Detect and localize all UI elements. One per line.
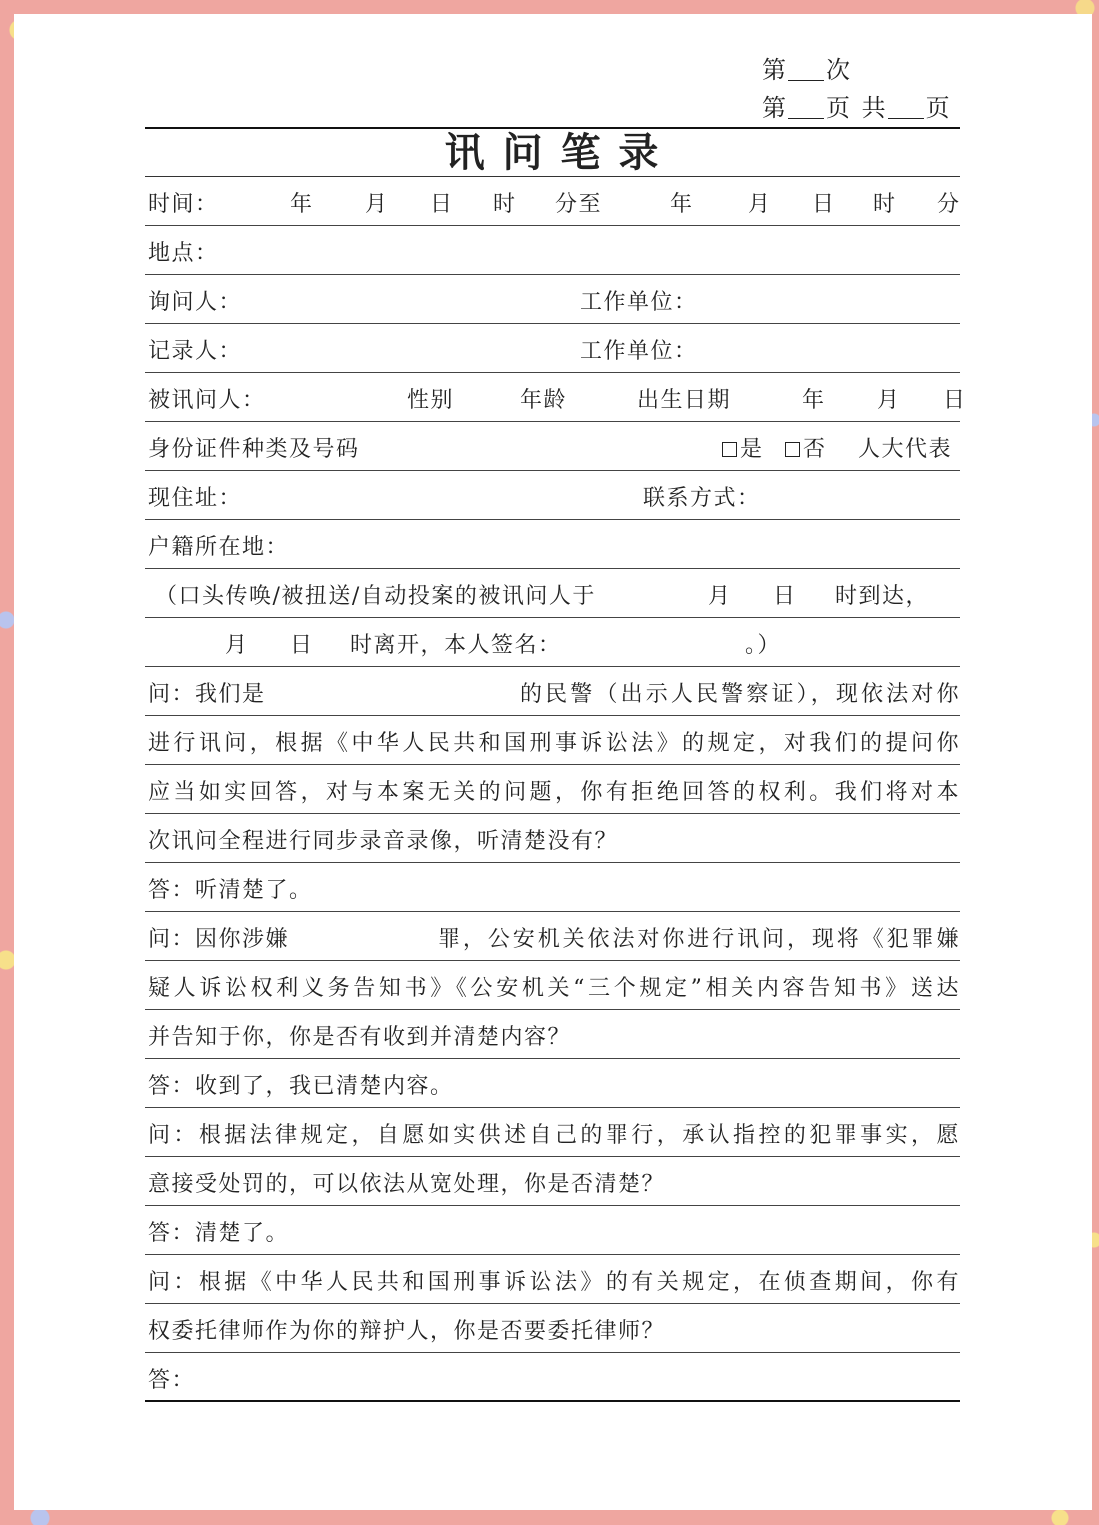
row-address (145, 471, 960, 520)
dialogue-line (145, 667, 960, 716)
page-number (762, 93, 952, 123)
sex-label: 性别 (407, 388, 455, 413)
arrival-month: 月 (708, 584, 732, 609)
id-document-label: 身份证件种类及号码 (148, 437, 360, 462)
time-day-end: 日 (812, 192, 836, 217)
contact-label: 联系方式： (643, 486, 761, 511)
question-1-start: 问：我们是 (148, 682, 266, 707)
dialogue-line (145, 765, 960, 814)
page-middle: 页 共 (826, 94, 888, 122)
birth-date-label: 出生日期 (637, 388, 732, 413)
row-household (145, 520, 960, 569)
count-prefix: 第 (762, 56, 788, 84)
dialogue-line (145, 912, 960, 961)
time-month-start: 月 (365, 192, 389, 217)
dialogue-text: 意接受处罚的，可以依法从宽处理，你是否清楚？ (148, 1172, 666, 1197)
interrogation-record-form (145, 127, 967, 1402)
dialogue-line (145, 1353, 960, 1402)
birth-month-label: 月 (877, 388, 901, 413)
time-minute-end: 分 (937, 192, 961, 217)
page-suffix: 页 (925, 94, 952, 122)
question-2-start: 问：因你涉嫌 (148, 927, 290, 952)
dialogue-line (145, 1059, 960, 1108)
dialogue-line (145, 1108, 960, 1157)
page-total-blank (888, 118, 924, 119)
departure-day: 日 (290, 633, 314, 658)
question-1-rest: 的民警（出示人民警察证），现依法对你 (520, 682, 960, 707)
dialogue-line (145, 961, 960, 1010)
arrival-text: （口头传唤/被扭送/自动投案的被讯问人于 (155, 584, 596, 609)
yes-label: 是 (740, 437, 764, 462)
dialogue-line (145, 863, 960, 912)
time-hour-start: 时 (493, 192, 517, 217)
checkbox-yes (722, 442, 737, 457)
question-text: 问：根据法律规定，自愿如实供述自己的罪行，承认指控的犯罪事实，愿 (148, 1123, 960, 1148)
dialogue-text: 权委托律师作为你的辩护人，你是否要委托律师？ (148, 1319, 666, 1344)
row-time (145, 177, 960, 226)
row-interrogee (145, 373, 967, 422)
answer-text: 答：听清楚了。 (148, 878, 313, 903)
page-title: 讯 问 笔 录 (145, 129, 960, 177)
row-questioner (145, 275, 960, 324)
questioner-label: 询问人： (148, 290, 243, 315)
departure-month: 月 (225, 633, 249, 658)
dialogue-line (145, 814, 960, 863)
question-text: 问：根据《中华人民共和国刑事诉讼法》的有关规定，在侦查期间，你有 (148, 1270, 960, 1295)
dialogue-text: 疑人诉讼权利义务告知书》《公安机关“三个规定”相关内容告知书》送达 (148, 976, 960, 1001)
recorder-unit-label: 工作单位： (580, 339, 698, 364)
interrogation-count (762, 55, 852, 85)
row-arrival (145, 569, 960, 618)
dialogue-text: 并告知于你，你是否有收到并清楚内容？ (148, 1025, 572, 1050)
row-departure (145, 618, 960, 667)
time-month-end: 月 (748, 192, 772, 217)
place-label: 地点： (148, 241, 219, 266)
dialogue-text: 应当如实回答，对与本案无关的问题，你有拒绝回答的权利。我们将对本 (148, 780, 960, 805)
time-year-start: 年 (290, 192, 314, 217)
count-blank (788, 80, 824, 81)
birth-day-label: 日 (943, 388, 967, 413)
row-recorder (145, 324, 960, 373)
page-current-blank (788, 118, 824, 119)
time-year-end: 年 (670, 192, 694, 217)
dialogue-text: 进行讯问，根据《中华人民共和国刑事诉讼法》的规定，对我们的提问你 (148, 731, 960, 756)
recorder-label: 记录人： (148, 339, 243, 364)
arrival-day: 日 (773, 584, 797, 609)
row-place (145, 226, 960, 275)
dialogue-line (145, 716, 960, 765)
age-label: 年龄 (520, 388, 568, 413)
time-minute-start: 分至 (555, 192, 603, 217)
dialogue-text: 次讯问全程进行同步录音录像，听清楚没有？ (148, 829, 619, 854)
arrival-hour: 时到达， (835, 584, 930, 609)
answer-text: 答：清楚了。 (148, 1221, 290, 1246)
household-label: 户籍所在地： (148, 535, 290, 560)
departure-end: 。） (745, 633, 782, 658)
npc-no-option (785, 436, 827, 464)
no-label: 否 (803, 437, 827, 462)
count-suffix: 次 (826, 56, 852, 84)
npc-yes-option (722, 436, 764, 464)
answer-text: 答：收到了，我已清楚内容。 (148, 1074, 454, 1099)
time-hour-end: 时 (873, 192, 897, 217)
departure-hour-signature: 时离开，本人签名： (350, 633, 562, 658)
row-id-document (145, 422, 960, 471)
answer-text: 答： (148, 1368, 196, 1393)
address-label: 现住址： (148, 486, 243, 511)
npc-label: 人大代表 (858, 437, 953, 462)
questioner-unit-label: 工作单位： (580, 290, 698, 315)
dialogue-line (145, 1157, 960, 1206)
time-label: 时间： (148, 192, 219, 217)
dialogue-line (145, 1206, 960, 1255)
dialogue-line (145, 1255, 960, 1304)
birth-year-label: 年 (802, 388, 826, 413)
checkbox-no (785, 442, 800, 457)
dialogue-line (145, 1010, 960, 1059)
question-2-rest: 罪，公安机关依法对你进行讯问，现将《犯罪嫌 (438, 927, 960, 952)
time-day-start: 日 (430, 192, 454, 217)
interrogee-label: 被讯问人： (148, 388, 266, 413)
page-prefix: 第 (762, 94, 788, 122)
dialogue-line (145, 1304, 960, 1353)
